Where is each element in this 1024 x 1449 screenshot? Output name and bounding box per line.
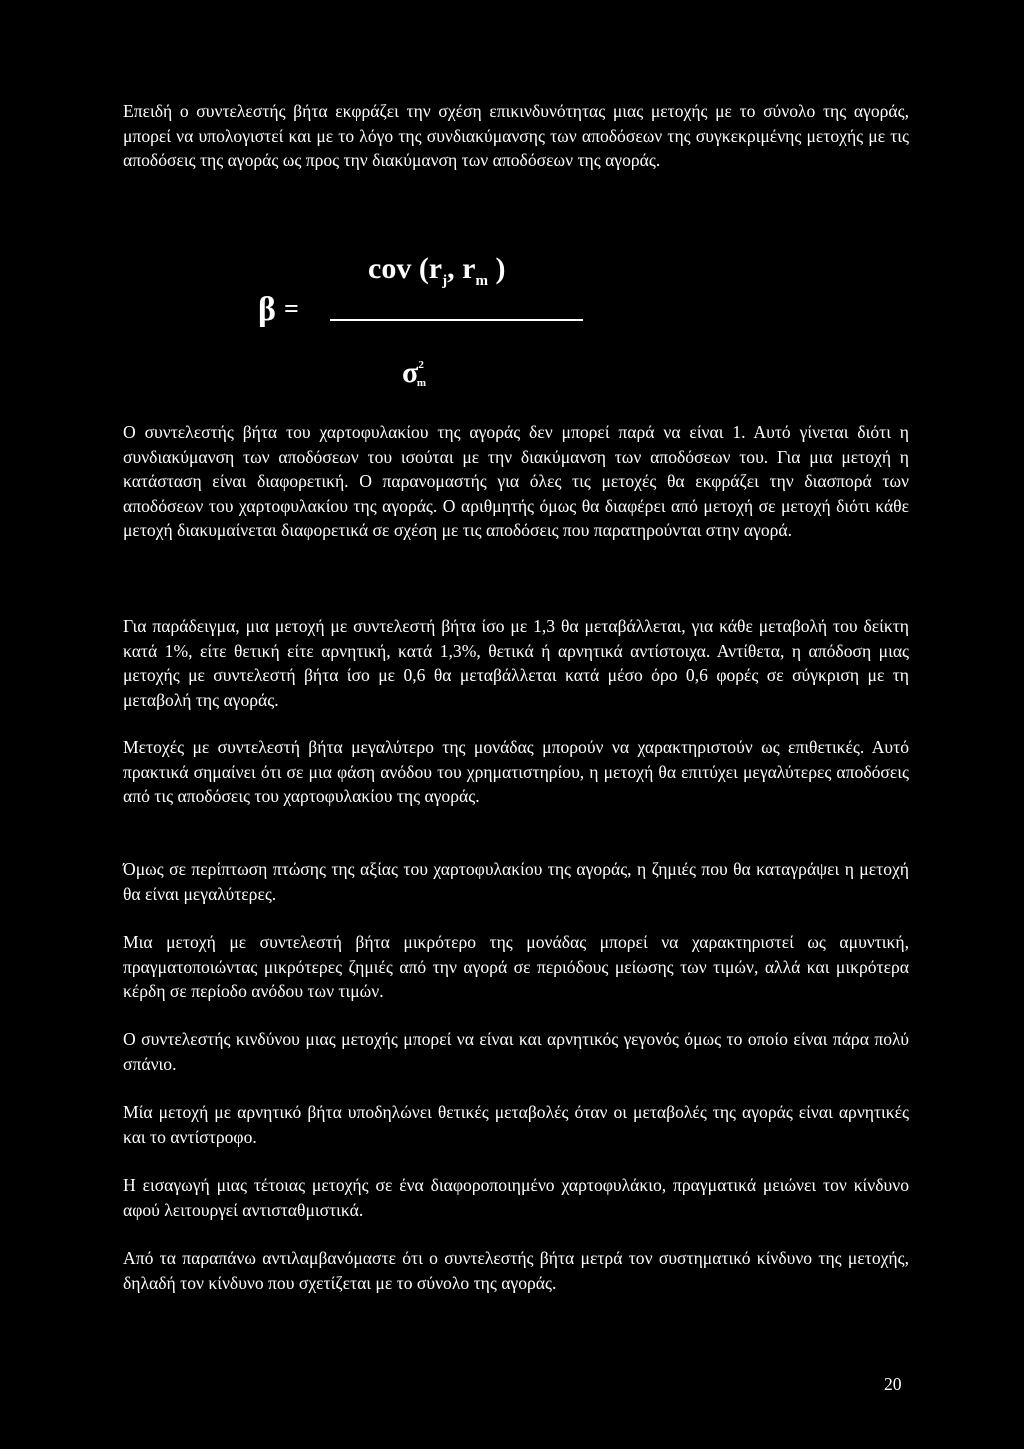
paragraph-6: Ο συντελεστής κινδύνου μιας μετοχής μπορεί να είναι και αρνητικός γεγονός όμως το οποίο είναι πάρα πολύ σπάνιο. bbox=[123, 1029, 909, 1074]
beta-formula bbox=[250, 250, 650, 400]
denominator-sup: 2 bbox=[418, 359, 424, 371]
formula-equals-sign: = bbox=[284, 294, 299, 323]
numerator-cov: cov (r bbox=[368, 252, 443, 285]
intro-paragraph: Επειδή ο συντελεστής βήτα εκφράζει την σχέση επικινδυνότητας μιας μετοχής με το σύνολο της αγοράς, μπορεί να υπολογιστεί και με το λόγο της συνδιακύμανσης των αποδόσεων της συγκεκριμένης μετοχής με τις αποδόσεις της αγοράς ως προς την διακύμανση των αποδόσεων της αγοράς. bbox=[123, 101, 909, 170]
fraction-bar bbox=[330, 319, 583, 321]
numerator-close: ) bbox=[487, 252, 506, 285]
paragraph-5: Μια μετοχή με συντελεστή βήτα μικρότερο της μονάδας μπορεί να χαρακτηριστεί ως αμυντική, πραγματοποιώντας μικρότερες ζημιές από την αγορά σε περιόδους μείωσης των τιμών, αλλά και μικρότερα κέρδη σε περίοδο ανόδου των τιμών. bbox=[123, 932, 909, 1002]
numerator-mid: , r bbox=[447, 252, 476, 285]
paragraph-2: Για παράδειγμα, μια μετοχή με συντελεστή βήτα ίσο με 1,3 θα μεταβάλλεται, για κάθε μεταβολή του δείκτη κατά 1%, είτε θετική είτε αρνητική, κατά 1,3%, θετικά ή αρνητικά αντίστοιχα. Αντίθετα, η απόδοση μιας μετοχής με συντελεστή βήτα ίσο με 0,6 θα μεταβάλλεται κατά μέσο όρο 0,6 φορές σε σύγκριση με τη μεταβολή της αγοράς. bbox=[123, 616, 909, 710]
numerator-sub-j: j bbox=[442, 273, 448, 289]
paragraph-8: Η εισαγωγή μιας τέτοιας μετοχής σε ένα διαφοροποιημένο χαρτοφυλάκιο, πραγματικά μειώνει τον κίνδυνο αφού λειτουργεί αντισταθμιστικά. bbox=[123, 1175, 909, 1220]
formula-numerator bbox=[368, 252, 505, 298]
paragraph-1: Ο συντελεστής βήτα του χαρτοφυλακίου της αγοράς δεν μπορεί παρά να είναι 1. Αυτό γίνεται διότι η συνδιακύμανση των αποδόσεων του ισούται με την διακύμανση των αποδόσεων του. Για μια μετοχή η κατάσταση είναι διαφορετική. Ο παρανομαστής για όλες τις μετοχές θα εκφράζει την διασπορά των αποδόσεων του χαρτοφυλακίου της αγοράς. Ο αριθμητής όμως θα διαφέρει από μετοχή σε μετοχή διότι κάθε μετοχή διακυμαίνεται διαφορετικά σε σχέση με τις αποδόσεις που παρατηρούνται στην αγορά. bbox=[123, 422, 909, 540]
denominator-sigma: σ bbox=[402, 356, 419, 389]
page-number: 20 bbox=[884, 1374, 902, 1394]
formula-beta-symbol: β bbox=[258, 291, 276, 328]
numerator-sub-m: m bbox=[475, 273, 488, 289]
denominator-sub: m bbox=[416, 377, 426, 389]
formula-denominator bbox=[402, 356, 426, 396]
paragraph-7: Μία μετοχή με αρνητικό βήτα υποδηλώνει θετικές μεταβολές όταν οι μεταβολές της αγοράς είναι αρνητικές και το αντίστροφο. bbox=[123, 1102, 909, 1147]
paragraph-3: Μετοχές με συντελεστή βήτα μεγαλύτερο της μονάδας μπορούν να χαρακτηριστούν ως επιθετικές. Αυτό πρακτικά σημαίνει ότι σε μια φάση ανόδου του χρηματιστηρίου, η μετοχή θα επιτύχει μεγαλύτερες αποδόσεις από τις αποδόσεις του χαρτοφυλακίου της αγοράς. bbox=[123, 737, 909, 807]
paragraph-9: Από τα παραπάνω αντιλαμβανόμαστε ότι ο συντελεστής βήτα μετρά τον συστηματικό κίνδυνο της μετοχής, δηλαδή τον κίνδυνο που σχετίζεται με το σύνολο της αγοράς. bbox=[123, 1248, 909, 1293]
paragraph-4: Όμως σε περίπτωση πτώσης της αξίας του χαρτοφυλακίου της αγοράς, η ζημιές που θα καταγράψει η μετοχή θα είναι μεγαλύτερες. bbox=[123, 859, 909, 904]
